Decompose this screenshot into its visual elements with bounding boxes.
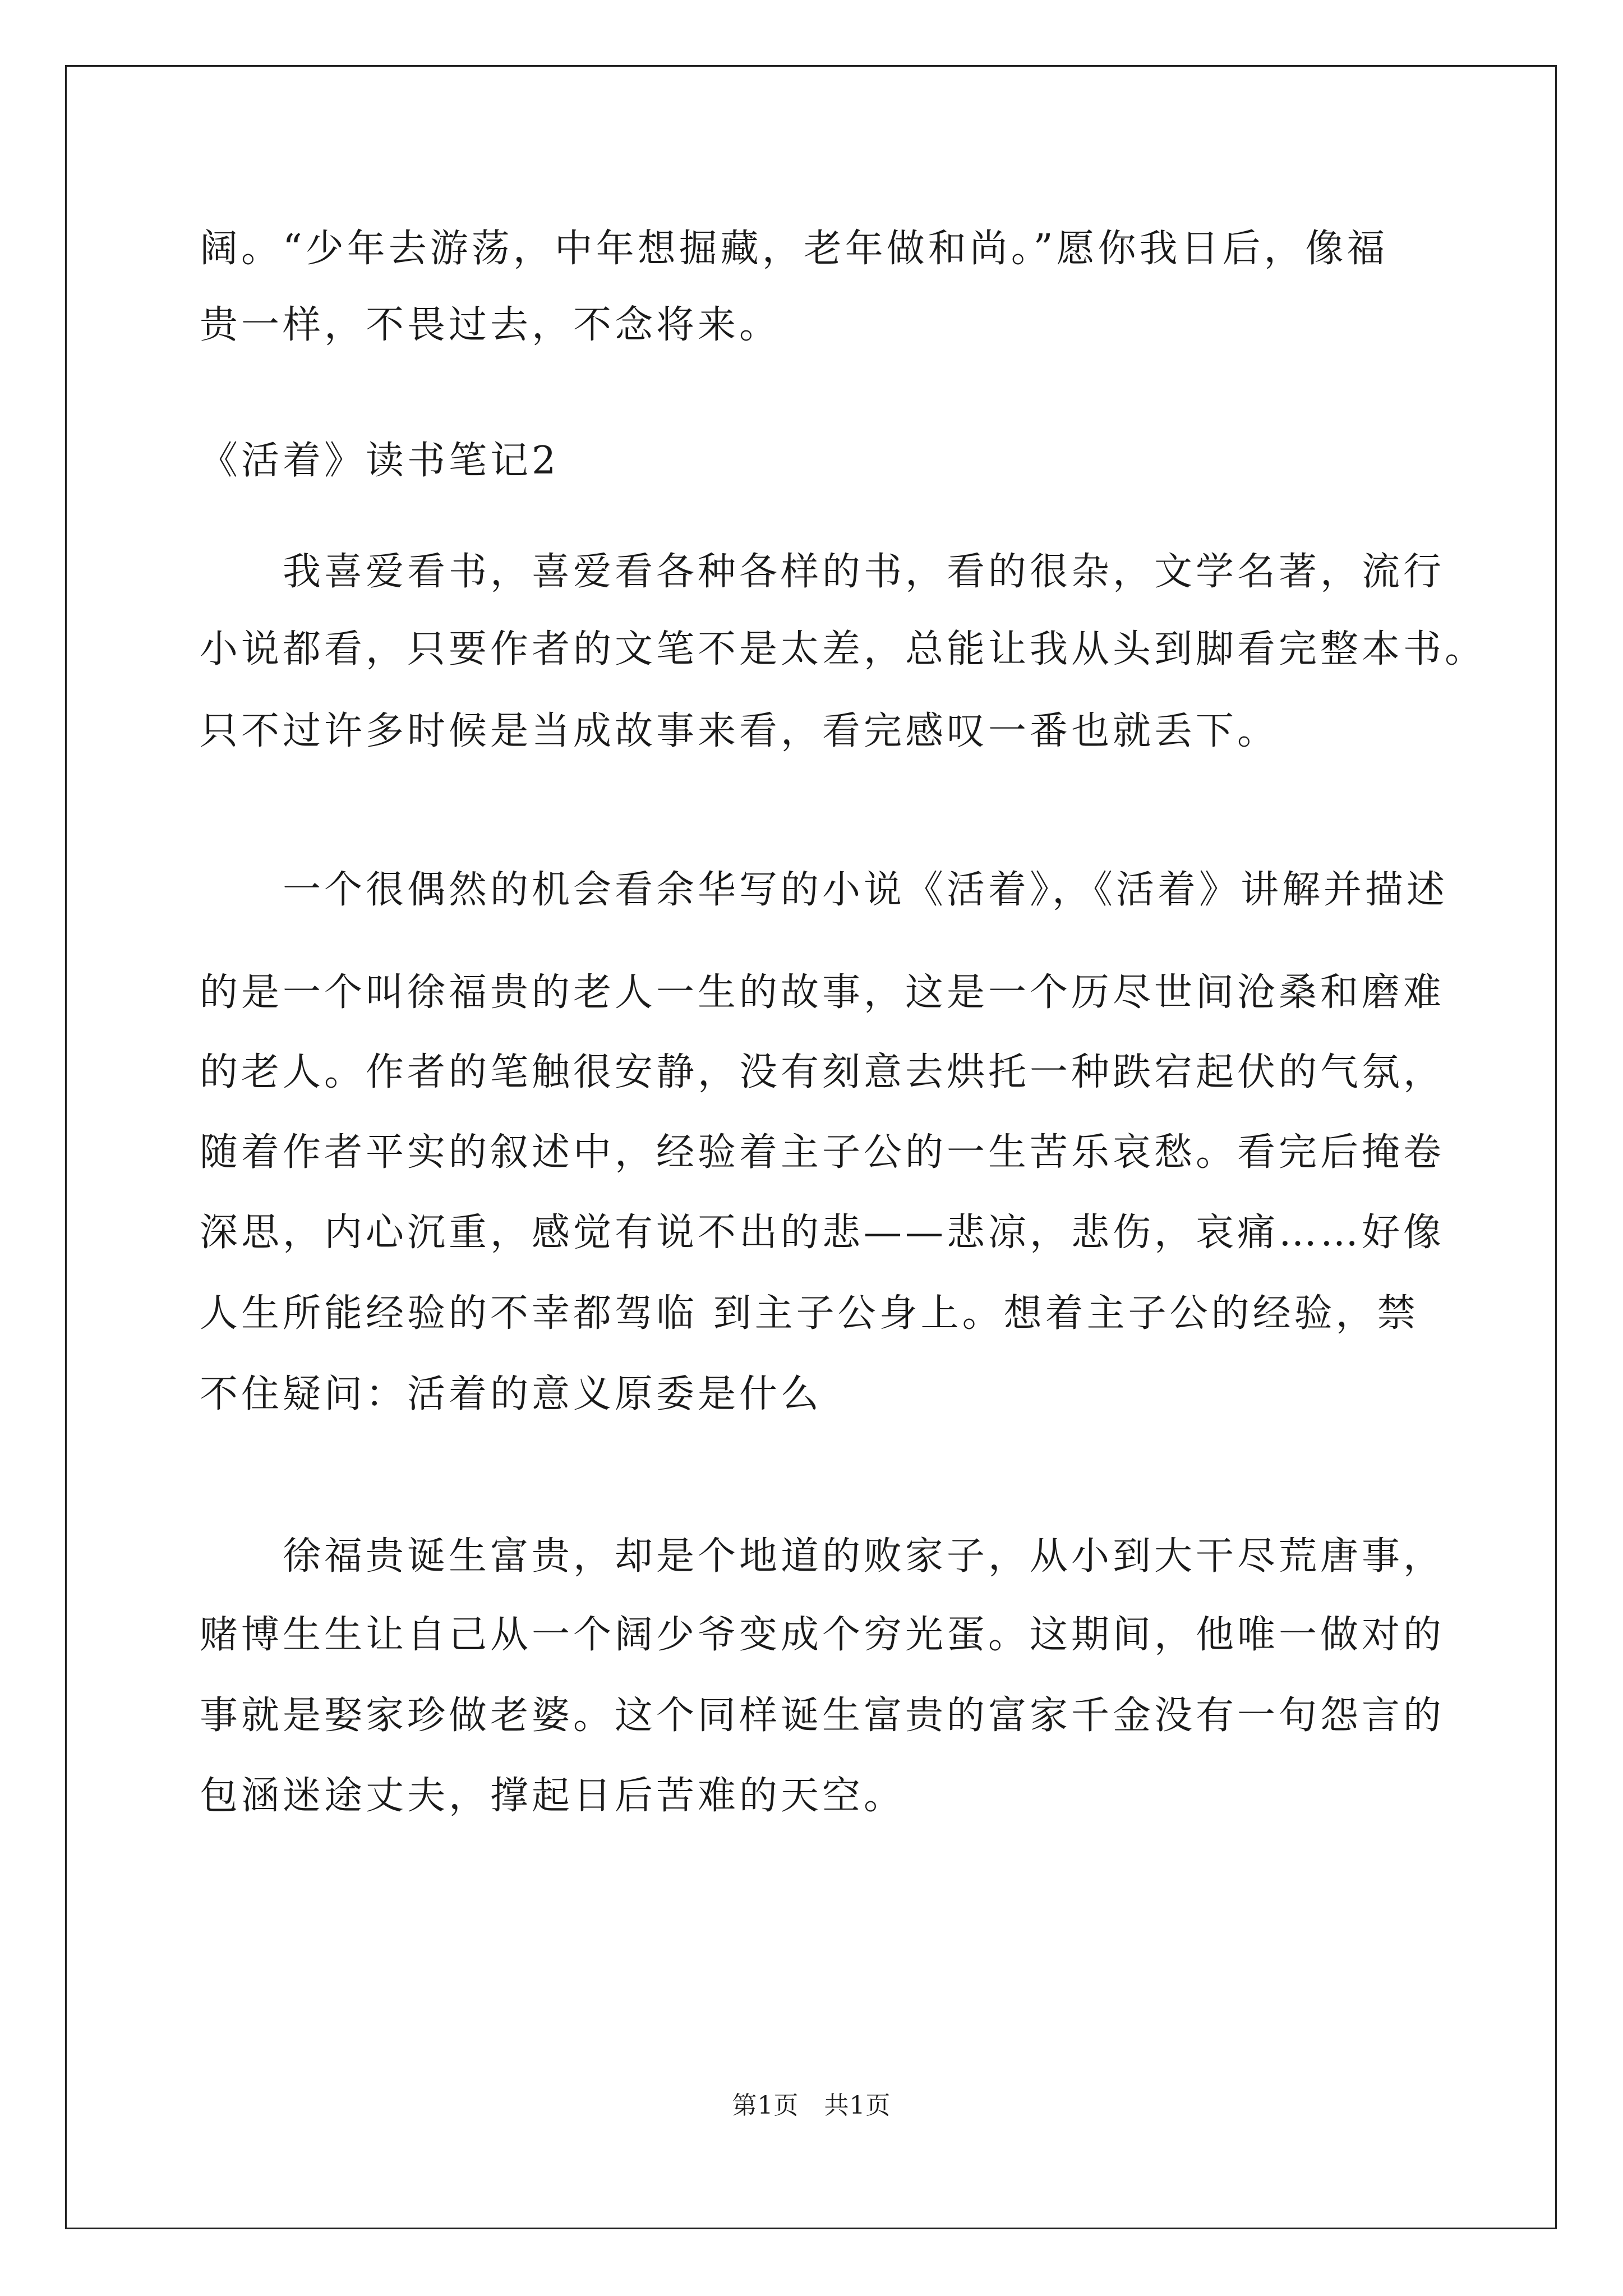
- text-line: 随着作者平实的叙述中，经验着主子公的一生苦乐哀愁。看完后掩卷: [200, 1130, 1445, 1175]
- text-line: 的老人。作者的笔触很安静，没有刻意去烘托一种跌宕起伏的气氛，: [200, 1050, 1445, 1094]
- page-footer: 第1页 共1页: [732, 2091, 891, 2120]
- text-line: 只不过许多时候是当成故事来看，看完感叹一番也就丢下。: [200, 709, 1279, 753]
- text-line: 我喜爱看书，喜爱看各种各样的书，看的很杂，文学名著，流行: [200, 550, 1445, 594]
- text-line: 一个很偶然的机会看余华写的小说《活着》，《活着》讲解并描述: [200, 868, 1449, 912]
- text-line: 事就是娶家珍做老婆。这个同样诞生富贵的富家千金没有一句怨言的: [200, 1694, 1445, 1738]
- text-line: 不住疑问：活着的意义原委是什么: [200, 1372, 823, 1416]
- text-line: 包涵迷途丈夫，撑起日后苦难的天空。: [200, 1774, 906, 1818]
- text-line: 的是一个叫徐福贵的老人一生的故事，这是一个历尽世间沧桑和磨难: [200, 970, 1445, 1015]
- text-line: 阔。“少年去游荡，中年想掘藏，老年做和尚。”愿你我日后，像福: [200, 227, 1389, 271]
- text-line: 贵一样，不畏过去，不念将来。: [200, 303, 781, 347]
- text-line: 人生所能经验的不幸都驾临 到主子公身上。想着主子公的经验，禁: [200, 1291, 1419, 1336]
- section-heading: 《活着》读书笔记2: [200, 439, 560, 483]
- text-line: 深思，内心沉重，感觉有说不出的悲——悲凉，悲伤，哀痛……好像: [200, 1211, 1445, 1255]
- text-line: 小说都看，只要作者的文笔不是太差，总能让我从头到脚看完整本书。: [200, 627, 1487, 671]
- text-line: 赌博生生让自己从一个阔少爷变成个穷光蛋。这期间，他唯一做对的: [200, 1613, 1445, 1657]
- text-line: 徐福贵诞生富贵，却是个地道的败家子，从小到大干尽荒唐事，: [200, 1534, 1445, 1579]
